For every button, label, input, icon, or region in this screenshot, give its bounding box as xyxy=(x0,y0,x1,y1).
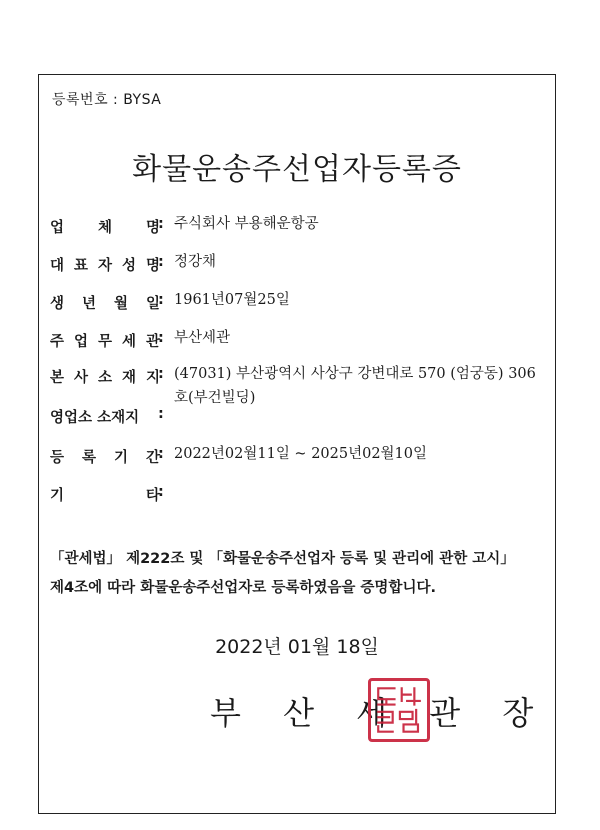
issuer-name: 부 산 세 관 장 xyxy=(210,694,550,732)
field-label: 대 표 자 성 명 xyxy=(50,258,160,274)
field-value: 정강채 xyxy=(174,254,217,270)
field-value: (47031) 부산광역시 사상구 강변대로 570 (엄궁동) 306호(부건빌딩) xyxy=(174,366,536,406)
certificate-title: 화물운송주선업자등록증 xyxy=(132,152,462,187)
field-value: 1961년07월25일 xyxy=(174,292,290,308)
field-label: 업 체 명 xyxy=(50,220,160,236)
field-value: 부산세관 xyxy=(174,330,231,346)
field-value: 2022년02월11일 ~ 2025년02월10일 xyxy=(174,446,428,462)
official-seal-icon xyxy=(368,678,430,742)
issue-date: 2022년 01월 18일 xyxy=(215,636,379,658)
field-label: 생 년 월 일 xyxy=(50,296,160,312)
statement-line-2: 제4조에 따라 화물운송주선업자로 등록하였음을 증명합니다. xyxy=(50,580,436,596)
registration-number: 등록번호 : BYSA xyxy=(52,92,162,108)
field-label: 본 사 소 재 지 xyxy=(50,370,160,386)
field-label: 주 업 무 세 관 xyxy=(50,334,160,350)
field-label: 등 록 기 간 xyxy=(50,450,160,466)
field-label: 기 타 xyxy=(50,488,160,504)
seal-glyph-icon xyxy=(371,681,427,739)
field-value: 주식회사 부용해운항공 xyxy=(174,216,319,232)
statement-line-1: 「관세법」 제222조 및 「화물운송주선업자 등록 및 관리에 관한 고시」 xyxy=(50,551,515,567)
field-label: 영업소 소재지 xyxy=(50,410,140,426)
